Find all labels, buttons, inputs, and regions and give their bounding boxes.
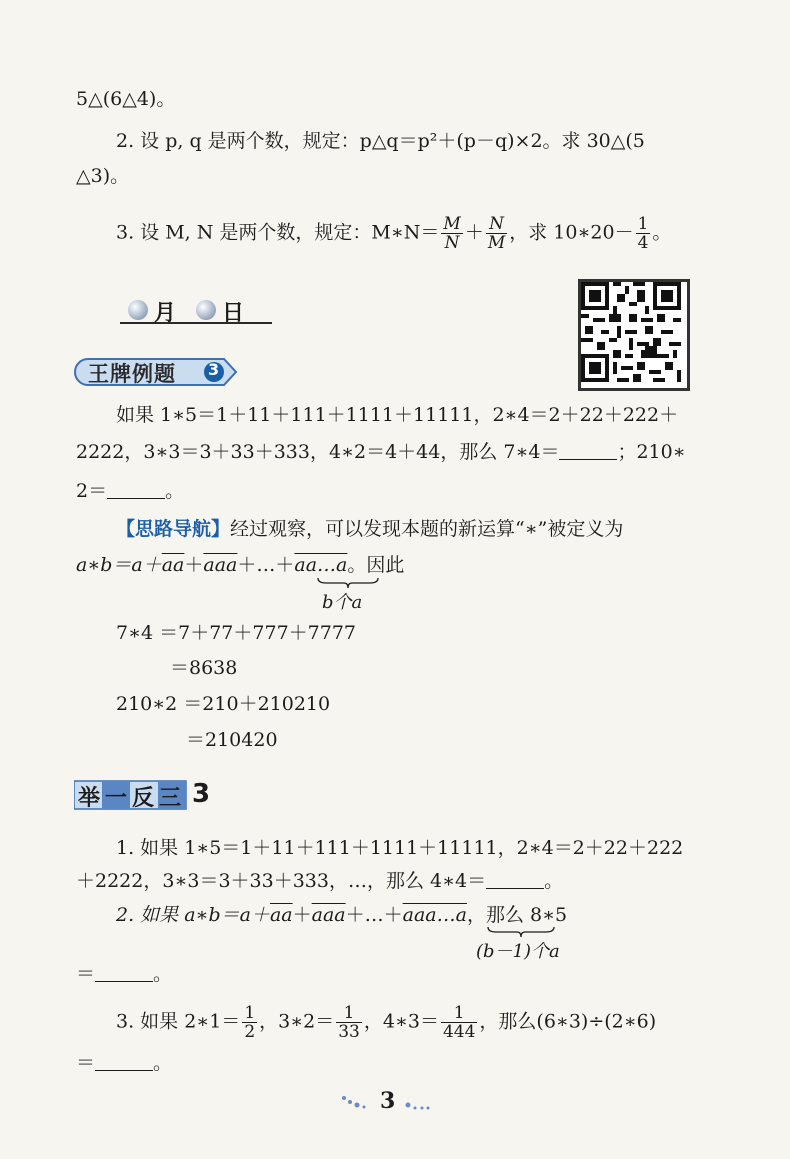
- example-badge-number: 3: [208, 360, 220, 379]
- dots-left-icon: [340, 1092, 370, 1112]
- guide-label: 【思路导航】: [116, 518, 231, 540]
- formula-plus: ＋: [184, 554, 204, 576]
- fraction-one-quarter: $\frac{1}{4}$: [637, 214, 649, 253]
- example-line-1: 如果 1∗5＝1＋11＋111＋1111＋11111，2∗4＝2＋22＋222＋: [116, 404, 679, 426]
- practice-q2-eq: ＝: [76, 963, 96, 985]
- practice-q3-start: 3. 如果 2∗1＝: [116, 1010, 241, 1033]
- problem-3-end: 。: [652, 221, 672, 244]
- day-label: 日: [222, 301, 245, 326]
- fraction-1-444: $\frac{1}{444}$: [442, 1003, 476, 1042]
- problem-2-line-2: △3)。: [76, 165, 130, 187]
- answer-blank-3[interactable]: [486, 870, 544, 889]
- formula-start: a∗b＝a＋: [76, 554, 162, 576]
- guide-formula: [76, 552, 404, 578]
- calc-line-1: 7∗4 ＝7＋77＋777＋7777: [116, 622, 357, 644]
- example-line-3-text: 2＝: [76, 480, 108, 502]
- problem-continuation: 5△(6△4)。: [76, 88, 176, 110]
- page-number-footer: [340, 1088, 450, 1116]
- practice-q2-line-3: [76, 961, 172, 987]
- practice-q3-b: ，3∗2＝: [259, 1010, 335, 1033]
- date-bar: [120, 296, 272, 324]
- practice-badge: [74, 779, 234, 811]
- formula-dots: ＋…＋: [237, 554, 295, 576]
- dots-right-icon: [404, 1092, 434, 1112]
- example-line-2-text: 2222，3∗3＝3＋33＋333，4∗2＝4＋44，那么 7∗4＝: [76, 441, 560, 463]
- practice-badge-label: 举一反三: [78, 786, 187, 811]
- practice-q3-c: ，4∗3＝: [363, 1010, 439, 1033]
- practice-q3-period: 。: [153, 1052, 173, 1074]
- plus-sign: ＋: [464, 221, 484, 244]
- practice-q3-end: ，那么(6∗3)÷(2∗6): [479, 1010, 657, 1033]
- practice-q2-aaa: $\overline{aaa}$: [311, 904, 346, 926]
- answer-blank-1[interactable]: [559, 441, 617, 460]
- practice-q2-end: ，那么 8∗5: [466, 904, 568, 926]
- answer-blank-5[interactable]: [95, 1052, 153, 1071]
- problem-3: [116, 215, 671, 252]
- example-line-3: [76, 478, 184, 504]
- fraction-1-33: $\frac{1}{33}$: [338, 1003, 360, 1042]
- underbrace-label: b个a: [322, 592, 363, 613]
- example-badge-label: 王牌例题: [88, 362, 176, 386]
- calc-line-2: ＝8638: [170, 657, 238, 679]
- practice-q2-line-1: [116, 902, 567, 928]
- guide-text: 经过观察，可以发现本题的新运算“∗”被定义为: [230, 518, 624, 540]
- fraction-1-2: $\frac{1}{2}$: [244, 1003, 256, 1042]
- month-ball-icon: [128, 300, 148, 320]
- problem-3-mid: ，求 10∗20－: [509, 221, 634, 244]
- qr-code-icon[interactable]: [578, 279, 690, 391]
- example-badge: [74, 357, 239, 387]
- fraction-n-over-m: $\frac{N}{M}$: [487, 214, 506, 253]
- problem-2-line-1: 2. 设 p, q 是两个数，规定：p△q＝p²＋(p－q)×2。求 30△(5: [116, 130, 645, 152]
- example-line-2: [76, 439, 686, 465]
- month-label: 月: [154, 301, 177, 326]
- calc-line-3: 210∗2 ＝210＋210210: [116, 693, 331, 715]
- date-underline: [120, 322, 272, 324]
- practice-q3-line-2: [76, 1050, 172, 1076]
- practice-q2-start: 2. 如果 a∗b＝a＋: [116, 904, 270, 926]
- answer-blank-4[interactable]: [95, 963, 153, 982]
- formula-end: 。因此: [347, 554, 405, 576]
- practice-q2-last-term: aaa…a: [402, 904, 467, 926]
- answer-blank-2[interactable]: [107, 480, 165, 499]
- practice-q1-line-2: [76, 868, 563, 894]
- practice-underbrace-label: (b－1)个a: [476, 941, 560, 962]
- formula-aa: $\overline{aa}$: [161, 554, 185, 576]
- guide-line-1: [116, 516, 623, 542]
- practice-q1-text: ＋2222，3∗3＝3＋33＋333，…，那么 4∗4＝: [76, 870, 487, 892]
- practice-q2-period: 。: [153, 963, 173, 985]
- practice-q2-aa: $\overline{aa}$: [269, 904, 293, 926]
- practice-q2-plus: ＋: [292, 904, 312, 926]
- practice-q3-eq: ＝: [76, 1052, 96, 1074]
- page-number: 3: [380, 1088, 396, 1114]
- formula-aaa: $\overline{aaa}$: [203, 554, 238, 576]
- calc-line-4: ＝210420: [186, 729, 278, 751]
- fraction-m-over-n: $\frac{M}{N}$: [443, 214, 461, 253]
- problem-3-prefix: 3. 设 M, N 是两个数，规定：M∗N＝: [116, 221, 440, 244]
- practice-badge-number: 3: [192, 779, 211, 809]
- formula-last-term: aa…a: [294, 554, 348, 576]
- practice-q1-line-1: 1. 如果 1∗5＝1＋11＋111＋1111＋11111，2∗4＝2＋22＋222: [116, 837, 684, 859]
- example-line-3-end: 。: [165, 480, 185, 502]
- day-ball-icon: [196, 300, 216, 320]
- practice-q1-end: 。: [544, 870, 564, 892]
- example-line-2-tail: ；210∗: [617, 441, 686, 463]
- practice-q2-dots: ＋…＋: [345, 904, 403, 926]
- practice-q3-line-1: [116, 1004, 656, 1041]
